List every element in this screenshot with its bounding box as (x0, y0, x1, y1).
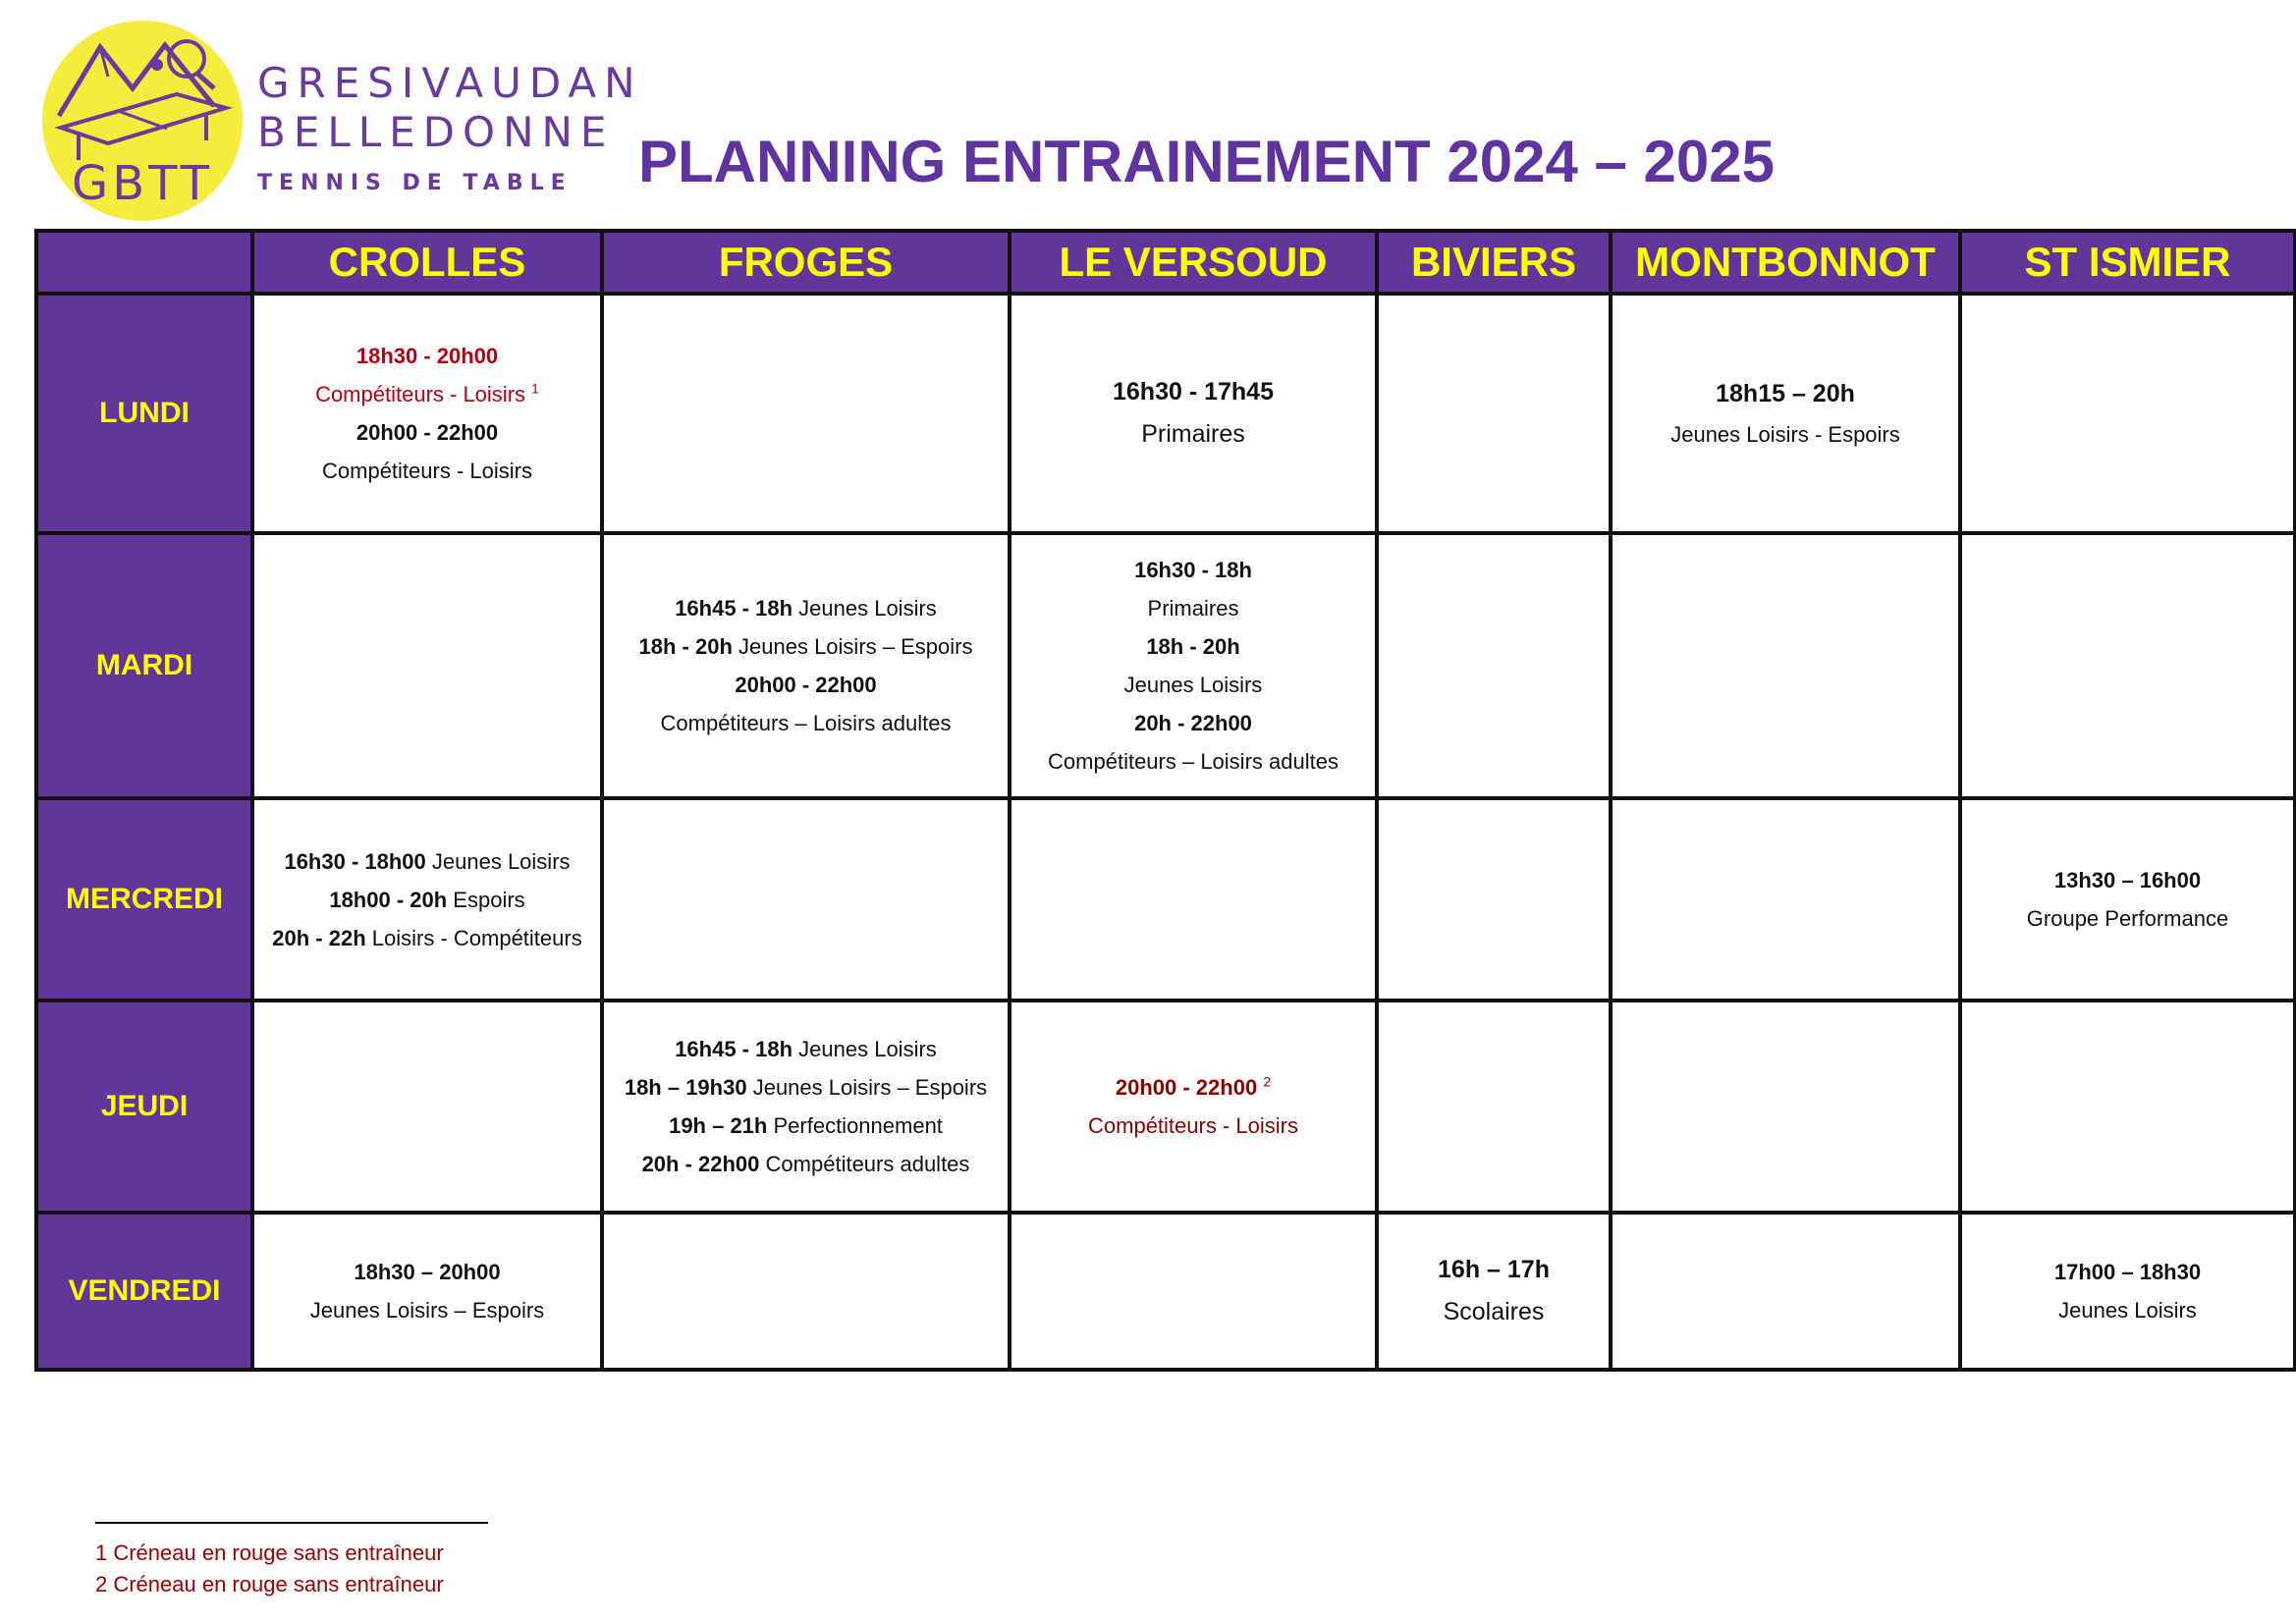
schedule-cell (1377, 1213, 1611, 1370)
schedule-cell (1960, 533, 2295, 798)
session-entry (254, 1294, 600, 1326)
session-time: 16h – 17h (1438, 1255, 1550, 1283)
footnotes (95, 1538, 444, 1600)
schedule-cell (1010, 1000, 1377, 1213)
session-entry (1379, 1294, 1609, 1331)
schedule-cell (1377, 798, 1611, 1000)
session-group: Jeunes Loisirs (798, 596, 937, 621)
logo-text: GBTT (72, 156, 213, 211)
session-entry (254, 340, 600, 372)
schedule-cell (1960, 1213, 2295, 1370)
session-entry (254, 1256, 600, 1288)
session-group: Jeunes Loisirs - Espoirs (1670, 422, 1900, 448)
session-entry (604, 1071, 1008, 1104)
brand-line-3: TENNIS DE TABLE (257, 171, 573, 195)
brand-line-1: GRESIVAUDAN (257, 59, 643, 107)
session-entry (254, 845, 600, 878)
session-entry (1011, 416, 1375, 454)
session-time: 17h00 – 18h30 (2053, 1260, 2202, 1284)
session-entry (1962, 1294, 2293, 1326)
schedule-cell (252, 798, 602, 1000)
footnote-1: 1 Créneau en rouge sans entraîneur (95, 1541, 444, 1565)
session-entry (604, 707, 1008, 739)
session-entry (1011, 554, 1375, 586)
table-row (36, 533, 2295, 798)
session-group: Compétiteurs – Loisirs adultes (1048, 749, 1339, 774)
session-group: Jeunes Loisirs (1123, 673, 1263, 697)
session-time: 16h45 - 18h (675, 1037, 793, 1061)
session-group: Scolaires (1443, 1298, 1545, 1325)
day-label: MARDI (36, 533, 252, 798)
session-entry (604, 669, 1008, 701)
schedule-cell (1611, 533, 1960, 798)
footnote-marker: 2 (1263, 1073, 1272, 1090)
session-entry (254, 922, 600, 954)
session-entry (604, 1148, 1008, 1180)
session-group: Compétiteurs - Loisirs (322, 459, 532, 483)
session-entry (254, 455, 600, 487)
session-entry (254, 884, 600, 916)
table-row (36, 294, 2295, 533)
column-header: LE VERSOUD (1010, 231, 1377, 294)
session-entry (1011, 669, 1375, 701)
schedule-cell (1377, 294, 1611, 533)
schedule-cell (1010, 294, 1377, 533)
session-entry (1613, 418, 1958, 451)
schedule-cell (1377, 1000, 1611, 1213)
schedule-cell (602, 1000, 1010, 1213)
brand-line-2: BELLEDONNE (257, 108, 615, 156)
schedule-cell (1611, 1000, 1960, 1213)
session-time: 20h - 22h (272, 925, 366, 950)
session-group: Espoirs (453, 887, 525, 912)
table-row (36, 798, 2295, 1000)
session-entry (1962, 864, 2293, 896)
schedule-cell (1377, 533, 1611, 798)
column-header: MONTBONNOT (1611, 231, 1960, 294)
page-title: PLANNING ENTRAINEMENT 2024 – 2025 (638, 129, 1775, 194)
session-time: 18h - 20h (1146, 634, 1240, 659)
session-time: 20h00 - 22h00 (355, 420, 499, 445)
planning-table (34, 229, 2296, 1372)
table-row (36, 1213, 2295, 1370)
schedule-cell (602, 533, 1010, 798)
header-row (36, 231, 2295, 294)
column-header: ST ISMIER (1960, 231, 2295, 294)
session-entry (604, 1033, 1008, 1065)
session-entry (604, 1109, 1008, 1142)
schedule-cell (1960, 1000, 2295, 1213)
footnote-divider (95, 1522, 488, 1524)
session-time: 16h30 - 17h45 (1113, 377, 1274, 406)
schedule-cell (1010, 1213, 1377, 1370)
session-entry (1011, 1071, 1375, 1104)
corner-cell (36, 231, 252, 294)
session-time: 18h15 – 20h (1716, 379, 1855, 407)
session-entry (604, 592, 1008, 624)
column-header: CROLLES (252, 231, 602, 294)
session-group: Jeunes Loisirs (431, 848, 571, 874)
schedule-cell (252, 1213, 602, 1370)
session-time: 16h30 - 18h00 (284, 848, 426, 874)
schedule-cell (1960, 294, 2295, 533)
session-time: 18h - 20h (638, 634, 733, 659)
session-group: Primaires (1141, 420, 1245, 448)
session-time: 20h - 22h00 (1134, 711, 1252, 735)
session-group: Compétiteurs – Loisirs adultes (660, 711, 952, 735)
schedule-cell (602, 1213, 1010, 1370)
session-entry (1011, 707, 1375, 739)
session-entry (1011, 1109, 1375, 1142)
schedule-cell (252, 1000, 602, 1213)
footnote-marker: 1 (531, 380, 539, 397)
footnote-2: 2 Créneau en rouge sans entraîneur (95, 1572, 444, 1596)
session-group: Perfectionnement (773, 1113, 943, 1138)
session-group: Jeunes Loisirs (2058, 1298, 2197, 1323)
session-entry (1962, 902, 2293, 935)
session-time: 16h45 - 18h (675, 596, 793, 621)
session-group: Compétiteurs - Loisirs (1088, 1113, 1298, 1138)
session-entry (1962, 1256, 2293, 1288)
session-group: Jeunes Loisirs – Espoirs (752, 1075, 988, 1100)
day-label: JEUDI (36, 1000, 252, 1213)
session-group: Compétiteurs - Loisirs (315, 382, 526, 406)
schedule-cell (252, 533, 602, 798)
schedule-cell (1611, 1213, 1960, 1370)
schedule-cell (1611, 798, 1960, 1000)
session-entry (1011, 745, 1375, 778)
day-label: VENDREDI (36, 1213, 252, 1370)
session-time: 20h00 - 22h00 (1115, 1075, 1258, 1100)
session-entry (1613, 376, 1958, 413)
schedule-cell (1960, 798, 2295, 1000)
session-time: 18h – 19h30 (624, 1075, 747, 1100)
session-time: 19h – 21h (669, 1113, 768, 1138)
day-label: MERCREDI (36, 798, 252, 1000)
schedule-cell (602, 798, 1010, 1000)
schedule-cell (1010, 533, 1377, 798)
session-group: Jeunes Loisirs (798, 1037, 937, 1061)
session-time: 13h30 – 16h00 (2053, 868, 2202, 892)
schedule-cell (252, 294, 602, 533)
gbtt-logo (39, 18, 246, 224)
session-entry (1011, 374, 1375, 411)
session-group: Primaires (1147, 596, 1239, 621)
session-entry (1011, 630, 1375, 663)
session-entry (254, 378, 600, 410)
schedule-cell (1010, 798, 1377, 1000)
session-time: 18h30 – 20h00 (354, 1260, 501, 1284)
brand-name (257, 59, 643, 195)
session-time: 20h00 - 22h00 (735, 673, 877, 697)
session-entry (604, 630, 1008, 663)
column-header: BIVIERS (1377, 231, 1611, 294)
session-group: Loisirs - Compétiteurs (371, 925, 582, 950)
session-group: Jeunes Loisirs – Espoirs (738, 634, 973, 659)
session-group: Compétiteurs adultes (765, 1152, 970, 1176)
session-time: 18h30 - 20h00 (355, 344, 499, 368)
session-time: 20h - 22h00 (641, 1152, 760, 1176)
session-time: 16h30 - 18h (1134, 558, 1252, 582)
session-group: Groupe Performance (2026, 906, 2229, 931)
schedule-cell (602, 294, 1010, 533)
schedule-cell (1611, 294, 1960, 533)
column-header: FROGES (602, 231, 1010, 294)
session-group: Jeunes Loisirs – Espoirs (309, 1298, 545, 1323)
session-entry (1379, 1252, 1609, 1289)
session-time: 18h00 - 20h (329, 887, 448, 912)
day-label: LUNDI (36, 294, 252, 533)
session-entry (254, 416, 600, 449)
table-row (36, 1000, 2295, 1213)
session-entry (1011, 592, 1375, 624)
